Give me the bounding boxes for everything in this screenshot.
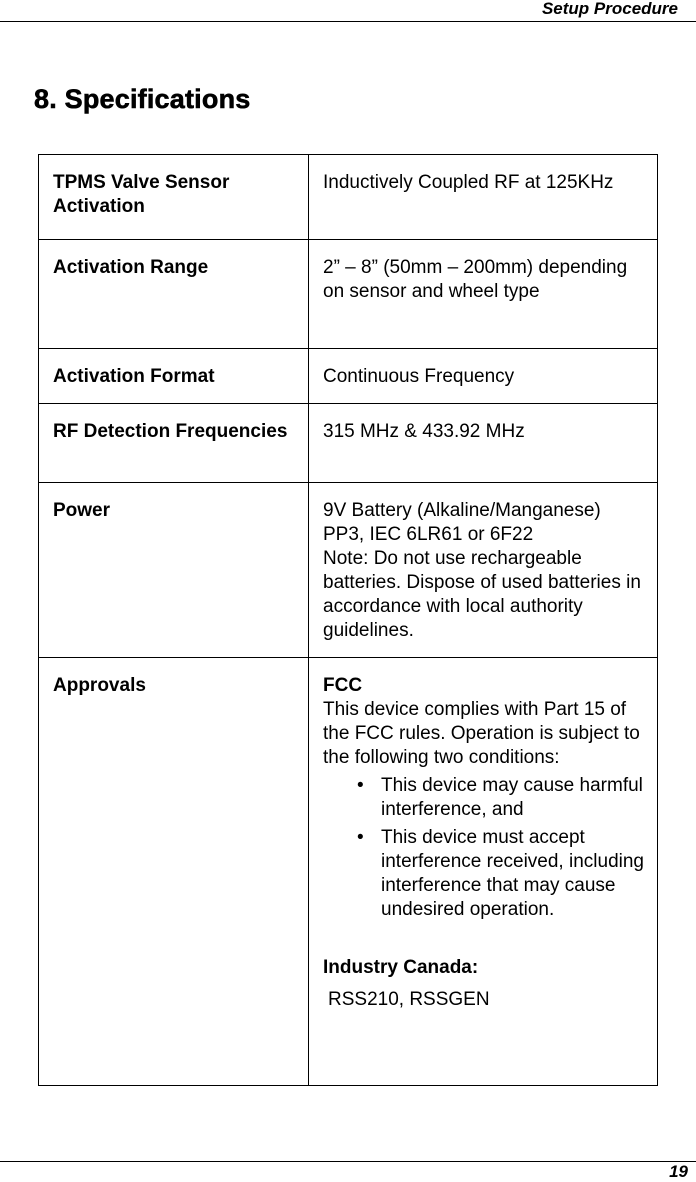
power-note: Note: Do not use rechargeable batteries. Dispose of used batteries in accordance with local authority guidelines.: [323, 548, 641, 641]
section-title: 8. Specifications: [34, 84, 251, 114]
power-line: 9V Battery (Alkaline/Manganese): [323, 500, 601, 521]
list-item: • This device may cause harmful interference, and: [357, 774, 647, 822]
approvals-value: [309, 658, 658, 1086]
spec-label: Power: [39, 483, 309, 658]
spec-label: TPMS Valve Sensor Activation: [39, 155, 309, 240]
table-row: [39, 658, 658, 1086]
spec-value: 2” – 8” (50mm – 200mm) depending on sensor and wheel type: [309, 240, 658, 349]
page-number: 19: [669, 1162, 688, 1181]
table-row: [39, 155, 658, 240]
spec-value: Inductively Coupled RF at 125KHz: [309, 155, 658, 240]
fcc-conditions-list: [323, 774, 647, 922]
spec-label: Activation Range: [39, 240, 309, 349]
page-footer-rule: [0, 1161, 696, 1163]
spec-label: RF Detection Frequencies: [39, 404, 309, 483]
spec-label: Activation Format: [39, 349, 309, 404]
specifications-table: [38, 154, 658, 1086]
fcc-title: FCC: [323, 675, 363, 696]
table-row: [39, 240, 658, 349]
power-value: [309, 483, 658, 658]
spec-value: Continuous Frequency: [309, 349, 658, 404]
fcc-text: This device complies with Part 15 of the FCC rules. Operation is subject to the following two conditions:: [323, 699, 640, 768]
list-item: • This device must accept interference received, including interference that may cause undesired operation.: [357, 826, 647, 922]
power-line: PP3, IEC 6LR61 or 6F22: [323, 524, 534, 545]
table-row: [39, 404, 658, 483]
industry-canada-title: Industry Canada:: [323, 957, 479, 978]
table-row: [39, 349, 658, 404]
header-title: Setup Procedure: [541, 0, 678, 18]
industry-canada-text: RSS210, RSSGEN: [328, 989, 490, 1010]
page-header: [0, 0, 696, 22]
table-row: [39, 483, 658, 658]
spec-label: Approvals: [39, 658, 309, 1086]
spec-value: 315 MHz & 433.92 MHz: [309, 404, 658, 483]
